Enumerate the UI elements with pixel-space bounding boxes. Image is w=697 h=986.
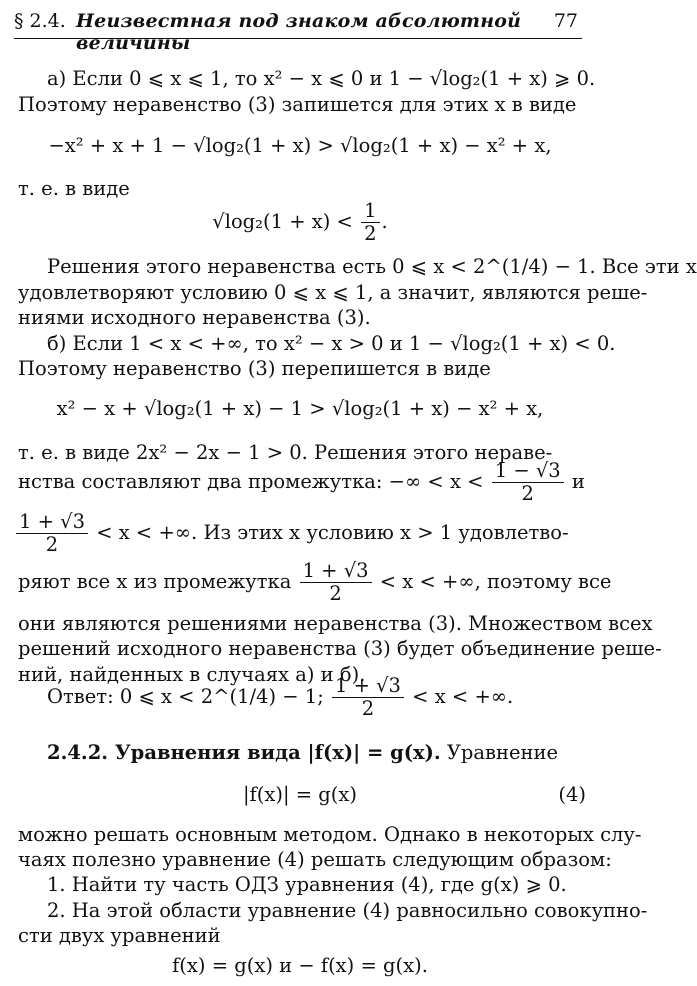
text-fragment: Уравнение [446, 741, 559, 764]
denominator: 2 [329, 582, 342, 605]
text-line [14, 509, 582, 557]
text-fragment: нства составляют два промежутка: −∞ < x < [18, 470, 484, 493]
numerator: 1 + √3 [332, 675, 404, 698]
text-line: 2. На этой области уравнение (4) равносильно совокупно- [47, 899, 648, 922]
equation-number: (4) [558, 783, 586, 806]
formula [0, 198, 600, 246]
fraction [16, 511, 88, 556]
text-line: т. е. в виде [18, 177, 130, 200]
text-fragment: < x < +∞, поэтому все [379, 570, 612, 593]
text-line [18, 458, 586, 506]
subsection-title: 2.4.2. Уравнения вида |f(x)| = g(x). [47, 741, 441, 764]
fraction [332, 675, 404, 720]
fraction [300, 560, 372, 605]
text-line: ний, найденных в случаях а) и б). [18, 663, 366, 686]
text-line: чаях полезно уравнение (4) решать следующим образом: [18, 848, 612, 871]
text-fragment: и [571, 470, 585, 493]
text-fragment: < x < +∞. Из этих x условию x > 1 удовлетво- [96, 521, 569, 544]
denominator: 2 [45, 533, 59, 556]
formula [0, 782, 600, 808]
text-line: удовлетворяют условию 0 ⩽ x ⩽ 1, а значит, являются реше- [18, 281, 648, 304]
text-line: т. е. в виде 2x² − 2x − 1 > 0. Решения этого нераве- [18, 441, 553, 464]
section-title: Неизвестная под знаком абсолютной величины [76, 10, 522, 54]
text-line: решений исходного неравенства (3) будет объединение реше- [18, 637, 662, 660]
text-line: а) Если 0 ⩽ x ⩽ 1, то x² − x ⩽ 0 и 1 − √log₂(1 + x) ⩾ 0. [47, 67, 596, 90]
answer-text: < x < +∞. [412, 685, 514, 708]
text-line: они являются решениями неравенства (3). Множеством всех [18, 612, 653, 635]
text-line: Решения этого неравенства есть 0 ⩽ x < 2^(1/4) − 1. Все эти x [47, 255, 697, 278]
punctuation: . [381, 210, 388, 233]
denominator: 2 [364, 222, 377, 245]
fraction [361, 200, 379, 245]
numerator: 1 − √3 [492, 460, 564, 483]
equation: |f(x)| = g(x) [242, 783, 357, 806]
fraction [492, 460, 564, 505]
page-number: 77 [553, 10, 578, 32]
text-line: можно решать основным методом. Однако в некоторых слу- [18, 823, 642, 846]
denominator: 2 [521, 482, 534, 505]
section-number: § 2.4. [14, 10, 66, 32]
text-line: б) Если 1 < x < +∞, то x² − x > 0 и 1 − √log₂(1 + x) < 0. [47, 332, 616, 355]
text-line: Поэтому неравенство (3) запишется для этих x в виде [18, 93, 577, 116]
numerator: 1 [361, 200, 379, 223]
numerator: 1 + √3 [16, 511, 88, 534]
text-fragment: ряют все x из промежутка [18, 570, 292, 593]
answer-text: Ответ: 0 ⩽ x < 2^(1/4) − 1; [47, 685, 324, 708]
subsection-heading [47, 740, 586, 766]
text-line: Поэтому неравенство (3) перепишется в виде [18, 357, 491, 380]
formula: x² − x + √log₂(1 + x) − 1 > √log₂(1 + x) − x² + x, [56, 397, 544, 420]
formula-lhs: √log₂(1 + x) < [212, 210, 353, 233]
formula: −x² + x + 1 − √log₂(1 + x) > √log₂(1 + x) − x² + x, [48, 134, 552, 157]
text-line: ниями исходного неравенства (3). [18, 306, 371, 329]
text-line: сти двух уравнений [18, 924, 221, 947]
numerator: 1 + √3 [300, 560, 372, 583]
text-line [18, 558, 612, 606]
running-header [14, 4, 582, 54]
formula: f(x) = g(x) и − f(x) = g(x). [172, 954, 428, 977]
text-line: 1. Найти ту часть ОДЗ уравнения (4), где g(x) ⩾ 0. [47, 873, 567, 896]
answer-line [47, 673, 586, 721]
denominator: 2 [361, 697, 375, 720]
